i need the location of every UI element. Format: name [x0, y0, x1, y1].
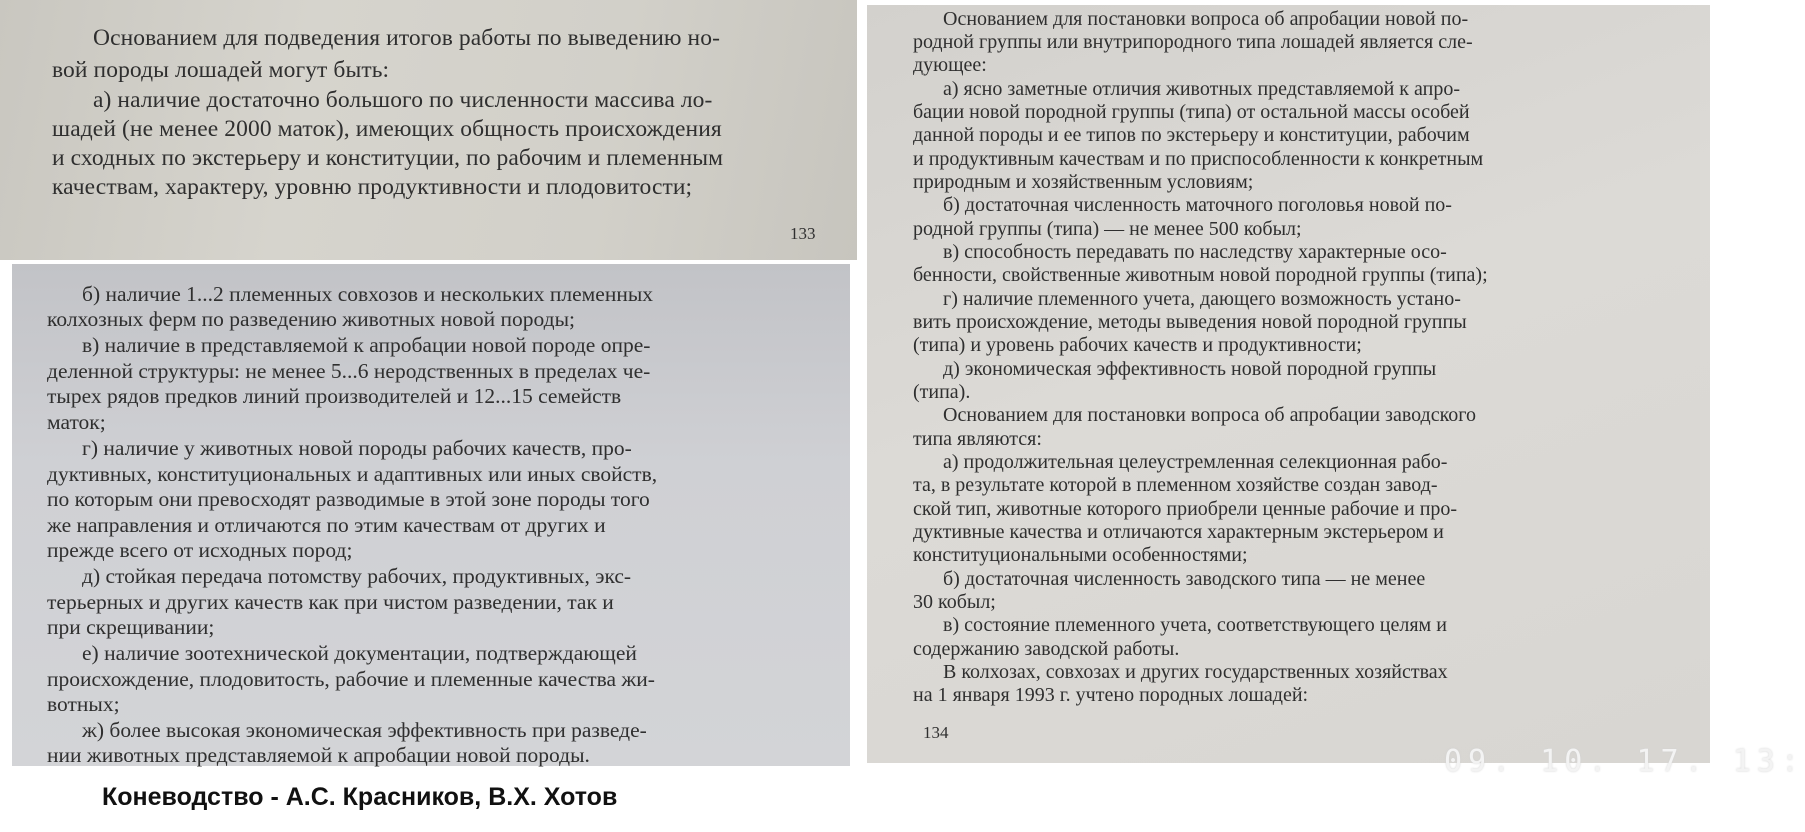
text-line: тырех рядов предков линий производителей и 12...15 семейств	[47, 384, 622, 408]
text-line: природным и хозяйственным условиям;	[913, 171, 1254, 193]
page-photo-bottom-left	[12, 264, 850, 766]
text-line: вить происхождение, методы выведения новой породной группы	[913, 311, 1467, 333]
page-photo-top-left	[0, 0, 857, 260]
timestamp-stamp: 09. 10. 17. 13:	[1444, 744, 1805, 779]
text-line: бации новой породной группы (типа) от остальной массы особей	[913, 101, 1470, 123]
text-line: терьерных и других качеств как при чистом разведении, так и	[47, 590, 614, 614]
text-line: типа являются:	[913, 428, 1042, 450]
text-line: родной группы (типа) — не менее 500 кобыл;	[913, 218, 1302, 240]
text-line: на 1 января 1993 г. учтено породных лошадей:	[913, 684, 1309, 706]
text-line: вой породы лошадей могут быть:	[52, 57, 390, 83]
text-line: б) достаточная численность маточного поголовья новой по-	[943, 194, 1452, 216]
text-line: и продуктивным качествам и по приспособленности к конкретным	[913, 148, 1484, 170]
text-line: шадей (не менее 2000 маток), имеющих общность происхождения	[52, 116, 722, 142]
text-line: г) наличие у животных новой породы рабочих качеств, про-	[82, 436, 632, 460]
text-line: та, в результате которой в племенном хозяйстве создан завод-	[913, 474, 1438, 496]
text-line: г) наличие племенного учета, дающего возможность устано-	[943, 288, 1461, 310]
text-line: ж) более высокая экономическая эффективность при разведе-	[82, 718, 647, 742]
text-line: б) достаточная численность заводского типа — не менее	[943, 568, 1426, 590]
text-line: происхождение, плодовитость, рабочие и племенные качества жи-	[47, 667, 655, 691]
text-line: е) наличие зоотехнической документации, подтверждающей	[82, 641, 637, 665]
text-line: нии животных представляемой к апробации новой породы.	[47, 743, 590, 767]
text-line: прежде всего от исходных пород;	[47, 538, 353, 562]
text-line: маток;	[47, 410, 106, 434]
text-line: Основанием для подведения итогов работы по выведению но-	[93, 25, 721, 51]
text-line: дуктивные качества и отличаются характерным экстерьером и	[913, 521, 1444, 543]
text-line: данной породы и ее типов по экстерьеру и конституции, рабочим	[913, 124, 1470, 146]
text-line: (типа).	[913, 381, 971, 403]
text-line: и сходных по экстерьеру и конституции, по рабочим и племенным	[52, 145, 724, 171]
text-line: д) экономическая эффективность новой породной группы	[943, 358, 1437, 380]
text-line: ской тип, животные которого приобрели ценные рабочие и про-	[913, 498, 1458, 520]
text-line: Основанием для постановки вопроса об апробации заводского	[943, 404, 1477, 426]
text-line: а) продолжительная целеустремленная селекционная рабо-	[943, 451, 1448, 473]
text-line: при скрещивании;	[47, 615, 215, 639]
text-line: Основанием для постановки вопроса об апробации новой по-	[943, 8, 1469, 30]
text-line: д) стойкая передача потомству рабочих, продуктивных, экс-	[82, 564, 632, 588]
text-line: качествам, характеру, уровню продуктивности и плодовитости;	[52, 174, 693, 200]
text-line: в) состояние племенного учета, соответствующего целям и	[943, 614, 1447, 636]
book-caption: Коневодство - А.С. Красников, В.Х. Хотов	[102, 783, 618, 811]
text-line: бенности, свойственные животным новой породной группы (типа);	[913, 264, 1488, 286]
text-line: В колхозах, совхозах и других государственных хозяйствах	[943, 661, 1448, 683]
text-line: конституциональными особенностями;	[913, 544, 1248, 566]
text-line: же направления и отличаются по этим качествам от других и	[47, 513, 606, 537]
text-line: 30 кобыл;	[913, 591, 996, 613]
page-number: 133	[790, 224, 816, 243]
text-line: деленной структуры: не менее 5...6 неродственных в пределах че-	[47, 359, 651, 383]
text-line: колхозных ферм по разведению животных новой породы;	[47, 307, 575, 331]
text-line: а) наличие достаточно большого по численности массива ло-	[93, 87, 713, 113]
text-line: содержанию заводской работы.	[913, 638, 1180, 660]
text-line: (типа) и уровень рабочих качеств и продуктивности;	[913, 334, 1362, 356]
page-number: 134	[923, 723, 949, 742]
text-line: дующее:	[913, 54, 987, 76]
page-photo-right	[867, 5, 1710, 763]
text-line: а) ясно заметные отличия животных представляемой к апро-	[943, 78, 1460, 100]
text-line: дуктивных, конституциональных и адаптивных или иных свойств,	[47, 462, 658, 486]
text-line: в) наличие в представляемой к апробации новой породе опре-	[82, 333, 651, 357]
text-line: родной группы или внутрипородного типа лошадей является сле-	[913, 31, 1473, 53]
text-line: б) наличие 1...2 племенных совхозов и нескольких племенных	[82, 282, 654, 306]
text-line: вотных;	[47, 692, 120, 716]
text-line: в) способность передавать по наследству характерные осо-	[943, 241, 1447, 263]
text-line: по которым они превосходят разводимые в этой зоне породы того	[47, 487, 650, 511]
